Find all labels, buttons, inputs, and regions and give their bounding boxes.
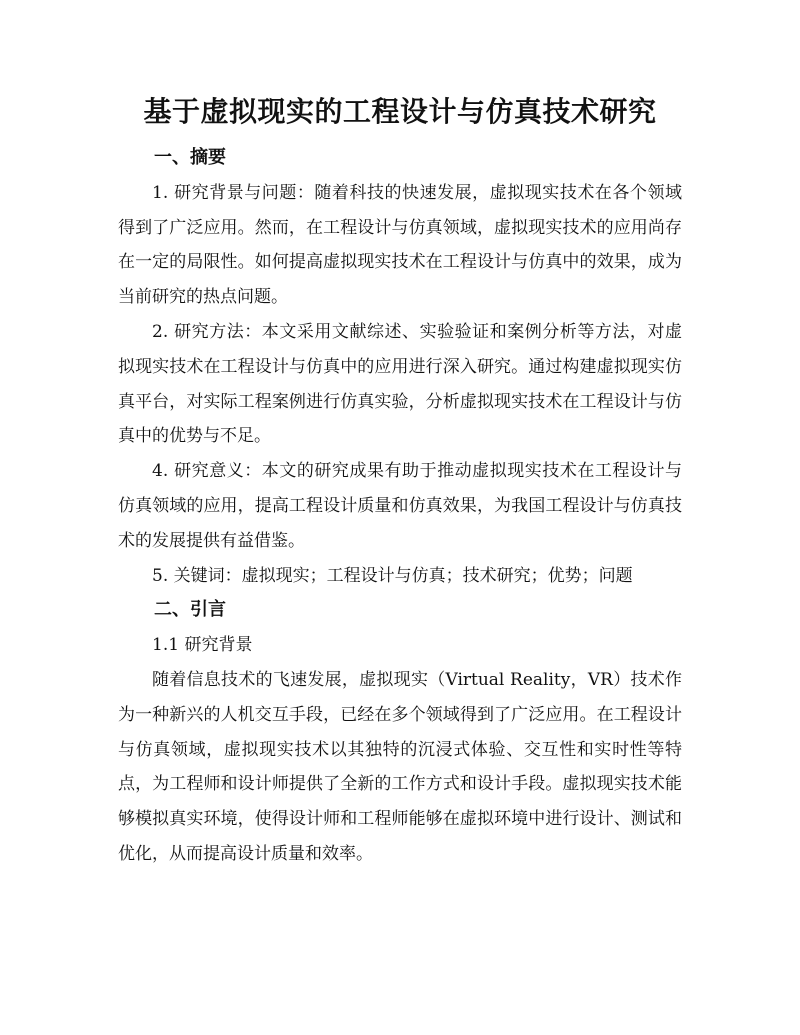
paragraph-significance: 4. 研究意义：本文的研究成果有助于推动虚拟现实技术在工程设计与仿真领域的应用，提高工程设计质量和仿真效果，为我国工程设计与仿真技术的发展提供有益借鉴。 — [118, 461, 682, 551]
document-body — [118, 141, 682, 872]
section-heading-abstract: 一、摘要 — [154, 147, 226, 168]
paragraph-keywords: 5. 关键词：虚拟现实；工程设计与仿真；技术研究；优势；问题 — [152, 565, 633, 586]
paragraph-methods: 2. 研究方法：本文采用文献综述、实验验证和案例分析等方法，对虚拟现实技术在工程设计与仿真中的应用进行深入研究。通过构建虚拟现实仿真平台，对实际工程案例进行仿真实验，分析虚拟现实技术在工程设计与仿真中的优势与不足。 — [118, 321, 682, 447]
paragraph-intro-background: 随着信息技术的飞速发展，虚拟现实（Virtual Reality，VR）技术作为一种新兴的人机交互手段，已经在多个领域得到了广泛应用。在工程设计与仿真领域，虚拟现实技术以其独特的沉浸式体验、交互性和实时性等特点，为工程师和设计师提供了全新的工作方式和设计手段。虚拟现实技术能够模拟真实环境，使得设计师和工程师能够在虚拟环境中进行设计、测试和优化，从而提高设计质量和效率。 — [118, 669, 682, 864]
paragraph-background: 1. 研究背景与问题：随着科技的快速发展，虚拟现实技术在各个领域得到了广泛应用。然而，在工程设计与仿真领域，虚拟现实技术的应用尚存在一定的局限性。如何提高虚拟现实技术在工程设计与仿真中的效果，成为当前研究的热点问题。 — [118, 182, 682, 308]
subsection-heading-background: 1.1 研究背景 — [152, 635, 253, 656]
document-title: 基于虚拟现实的工程设计与仿真技术研究 — [143, 95, 657, 128]
section-heading-introduction: 二、引言 — [154, 599, 226, 621]
